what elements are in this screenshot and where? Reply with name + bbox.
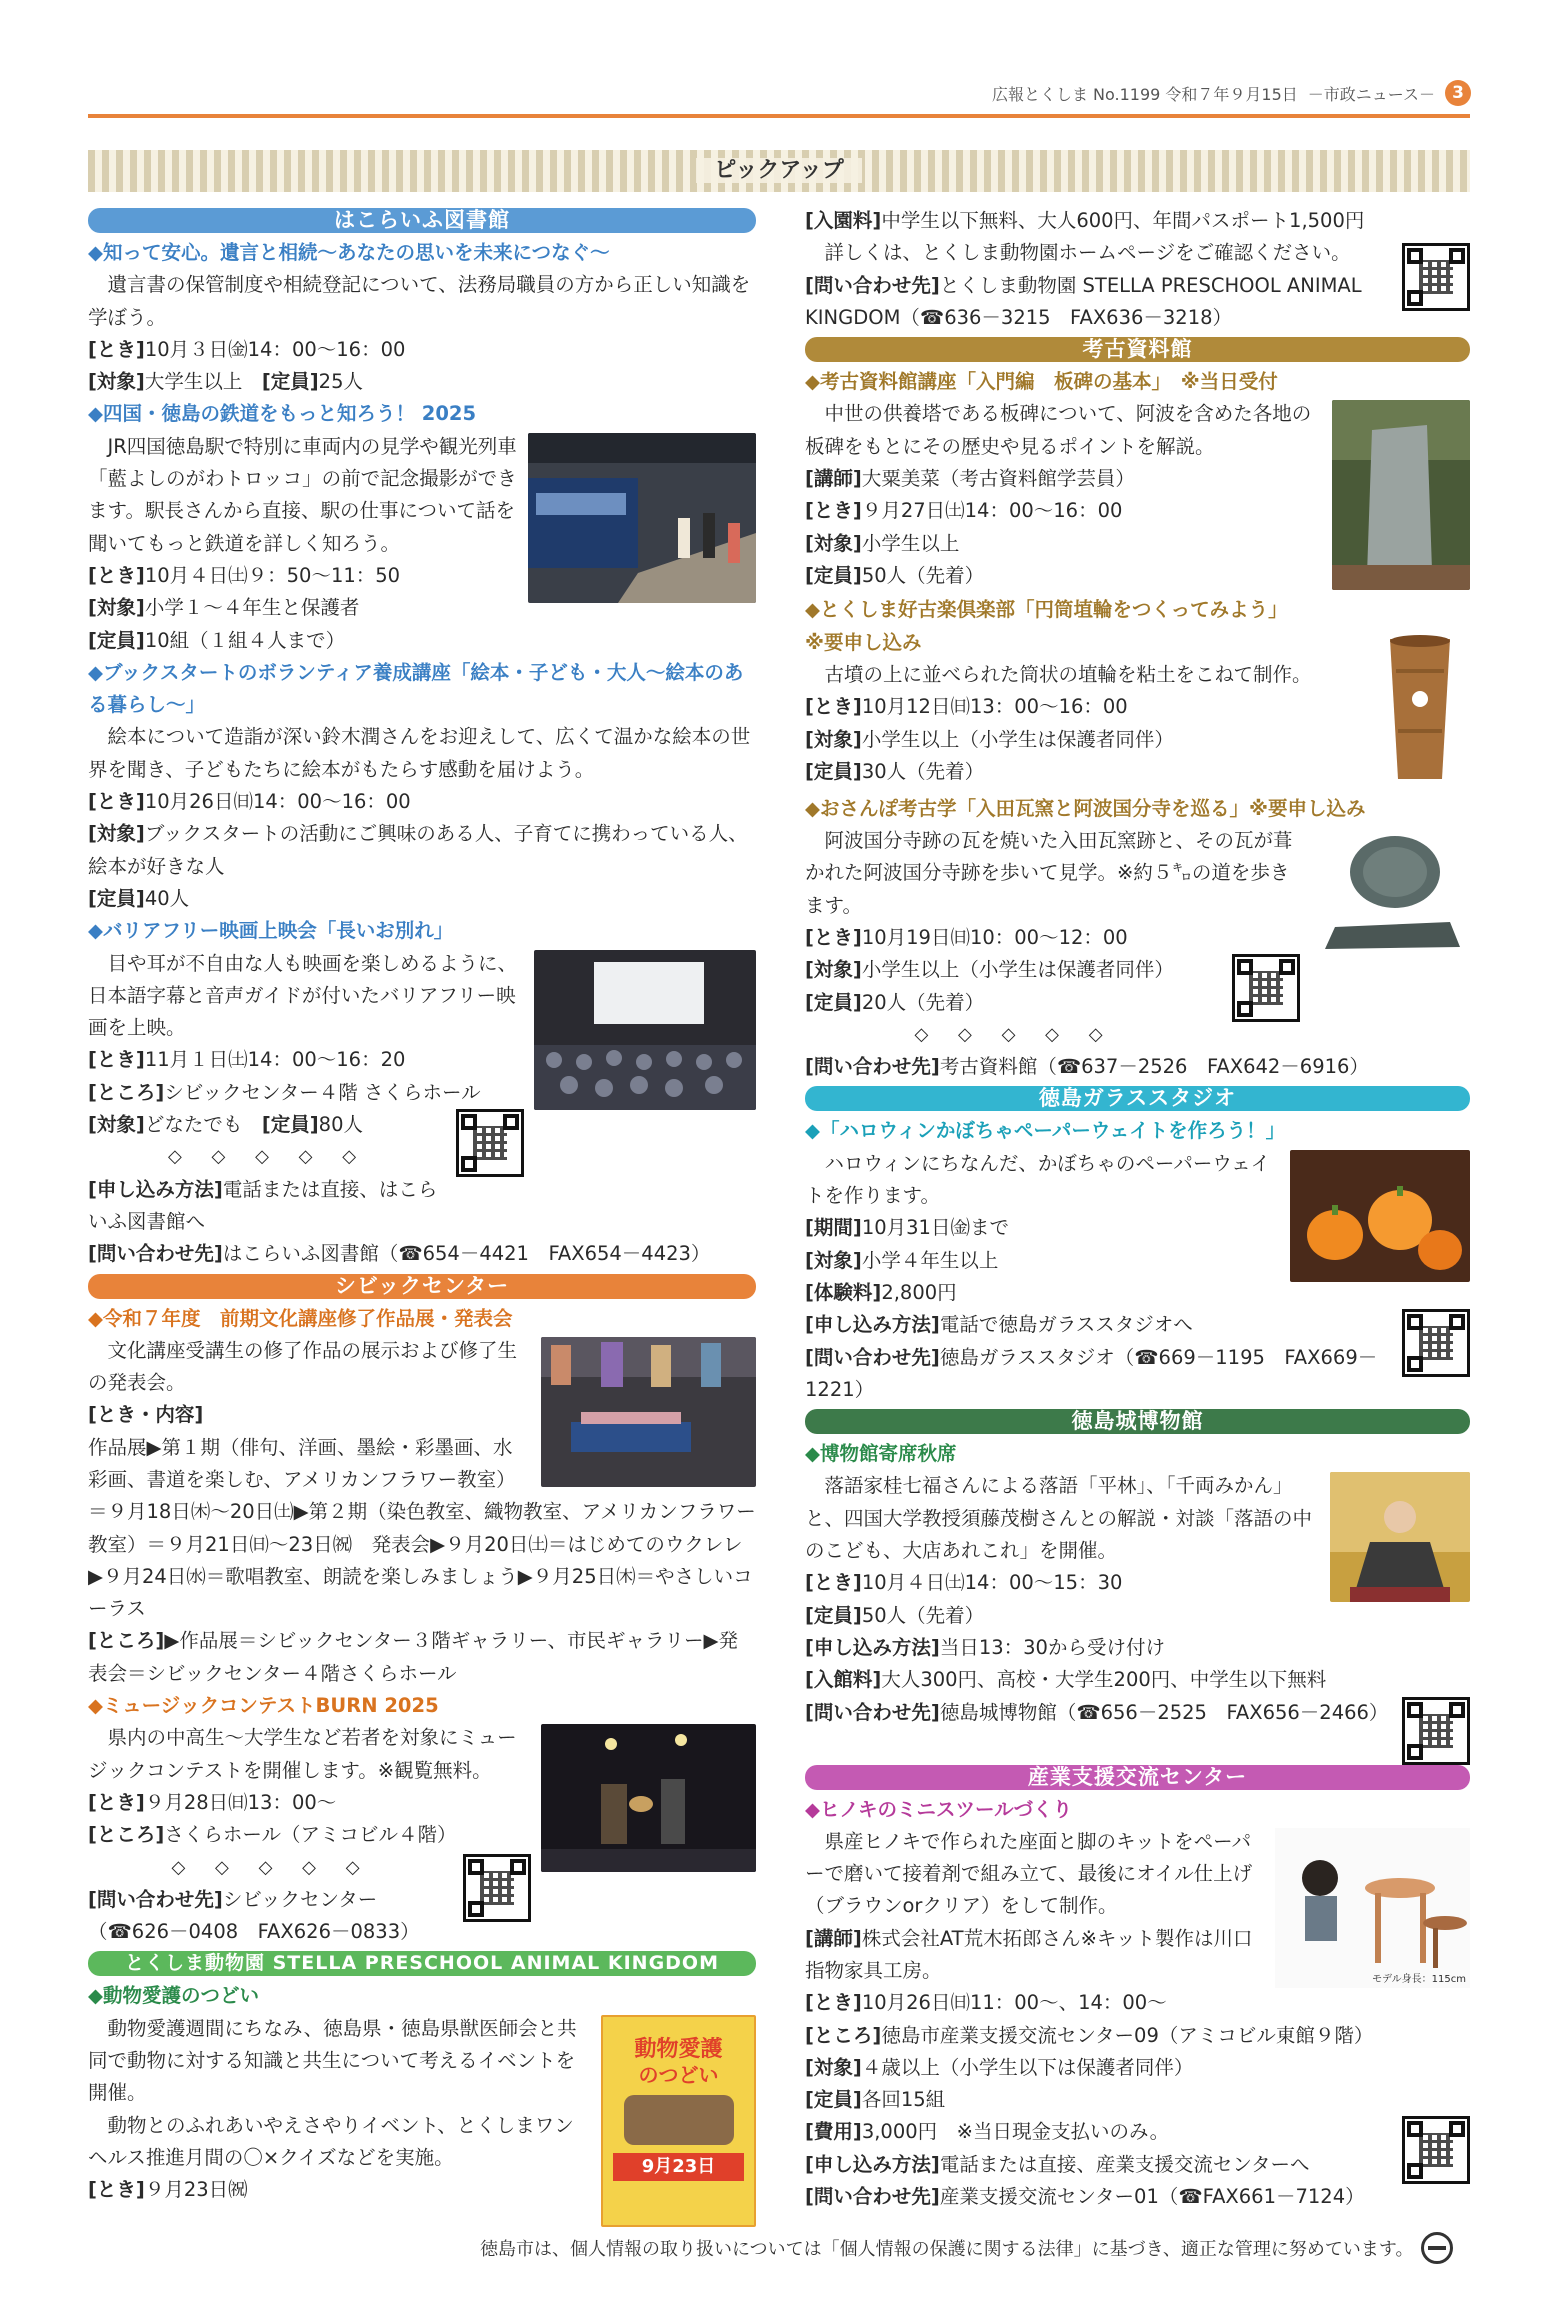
qr-code-icon[interactable]	[1402, 2116, 1470, 2184]
value: 10月26日㈰14：00～16：00	[144, 790, 411, 814]
value: 電話で徳島ガラススタジオへ	[939, 1313, 1193, 1337]
label: [ところ]	[88, 1823, 165, 1847]
label: [ところ]	[88, 1629, 165, 1653]
value: シビックセンター（☎626－0408 FAX626－0833）	[88, 1887, 420, 1944]
event-desc: JR四国徳島駅で特別に車両内の見学や観光列車「藍よしのがわトロッコ」の前で記念撮影ができます。駅長さんから直接、駅の仕事について話を聞いてもっと鉄道を詳しく知ろう。	[88, 434, 517, 555]
value: 小学４年生以上	[861, 1248, 999, 1272]
value: 大人300円、高校・大学生200円、中学生以下無料	[881, 1668, 1327, 1692]
exhibition-photo	[541, 1337, 756, 1487]
value: ブックスタートの活動にご興味のある人、子育てに携わっている人、絵本が好きな人	[88, 822, 748, 878]
label: [定員]	[805, 1603, 862, 1627]
value: 中学生以下無料、大人600円、年間パスポート1,500円	[881, 209, 1365, 232]
value: 30人（先着）	[861, 759, 985, 783]
label: [対象]	[88, 370, 145, 394]
label: [ところ]	[88, 1080, 165, 1104]
roof-tile-photo	[1310, 827, 1470, 955]
value: 3,000円 ※当日現金支払いのみ。	[861, 2120, 1170, 2144]
value: 大学生以上	[144, 370, 262, 394]
band-civic: シビックセンター	[88, 1274, 756, 1299]
value: 小学生以上（小学生は保護者同伴）	[861, 727, 1174, 751]
label: [とき]	[805, 1991, 862, 2015]
event-civic-1	[88, 1303, 756, 1691]
event-title: ◆とくしま好古楽倶楽部「円筒埴輪をつくってみよう」	[805, 598, 1288, 622]
event-lib-1	[88, 237, 756, 398]
value: 50人（先着）	[861, 1603, 985, 1627]
poster-animal-image	[624, 2095, 734, 2145]
rakugo-photo	[1330, 1472, 1470, 1602]
label: [問い合わせ先]	[88, 1242, 223, 1266]
label: [とき]	[88, 563, 145, 587]
label: [講師]	[805, 1926, 862, 1950]
label: [申し込み方法]	[805, 1313, 940, 1337]
event-desc: 目や耳が不自由な人も映画を楽しめるように、日本語字幕と音声ガイドが付いたバリアフリー映画を上映。	[88, 951, 518, 1040]
band-castle-museum: 徳島城博物館	[805, 1409, 1470, 1434]
value: 10組（１組４人まで）	[144, 628, 346, 652]
pumpkin-glass-photo	[1290, 1150, 1470, 1282]
event-desc: 中世の供養塔である板碑について、阿波を含めた各地の板碑をもとにその歴史や見るポイントを解説。	[805, 402, 1312, 458]
label: [定員]	[805, 2088, 862, 2112]
pickup-banner	[88, 150, 1470, 192]
event-title: ◆ヒノキのミニスツールづくり	[805, 1797, 1073, 1821]
pickup-title: ピックアップ	[696, 158, 862, 183]
value: 当日13：30から受け付け	[939, 1635, 1165, 1659]
event-desc: 落語家桂七福さんによる落語「平林」、「千両みかん」と、四国大学教授須藤茂樹さんとの解説・対談「落語の中のこども、大店あれこれ」を開催。	[805, 1474, 1313, 1563]
band-glass-studio: 徳島ガラススタジオ	[805, 1086, 1470, 1111]
label: [対象]	[805, 958, 862, 982]
event-castle-1	[805, 1438, 1470, 1729]
stool-photo	[1275, 1828, 1470, 1988]
label: [問い合わせ先]	[805, 273, 940, 297]
qr-code-icon[interactable]	[1402, 1697, 1470, 1765]
value: 小学生以上	[861, 531, 960, 555]
label: [定員]	[805, 759, 862, 783]
zoo-more-info: 詳しくは、とくしま動物園ホームページをご確認ください。	[824, 241, 1351, 265]
haniwa-photo	[1370, 629, 1470, 789]
stone-monument-photo	[1332, 400, 1470, 590]
label: [とき]	[88, 1048, 145, 1072]
event-desc: 県内の中高生～大学生など若者を対象にミュージックコンテストを開催します。※観覧無料。	[88, 1726, 517, 1782]
value: 40人	[144, 886, 190, 910]
left-column	[88, 205, 756, 2231]
value: 大粟美菜（考古資料館学芸員）	[861, 467, 1135, 491]
event-title: ◆バリアフリー映画上映会「長いお別れ」	[88, 919, 454, 943]
event-desc: 動物とのふれあいやえさやりイベント、とくしまワンヘルス推進月間の〇×クイズなどを実施。	[88, 2113, 574, 2169]
privacy-notice: 徳島市は、個人情報の取り扱いについては「個人情報の保護に関する法律」に基づき、適正な管理に努めています。	[480, 2239, 1414, 2260]
label: [とき]	[805, 1571, 862, 1595]
event-zoo-1	[88, 1980, 756, 2206]
value: 50人（先着）	[861, 563, 985, 587]
value: 考古資料館（☎637－2526 FAX642－6916）	[939, 1055, 1369, 1079]
label: [定員]	[88, 886, 145, 910]
photo-caption: モデル身長：115cm	[1372, 1973, 1466, 1985]
label: [とき]	[88, 1790, 145, 1814]
event-requirement: ※要申し込み	[805, 630, 922, 654]
value: とくしま動物園 STELLA PRESCHOOL ANIMAL KINGDOM（☎636－3215 FAX636－3218）	[805, 273, 1362, 329]
label: [定員]	[805, 563, 862, 587]
value: シビックセンター４階 さくらホール	[164, 1080, 481, 1104]
label: [問い合わせ先]	[805, 1700, 940, 1724]
value: 2,800円	[881, 1280, 957, 1304]
train-photo	[528, 433, 756, 603]
city-logo-icon	[1421, 2232, 1453, 2264]
label: [とき・内容]	[88, 1403, 204, 1427]
event-lib-3	[88, 657, 756, 915]
label: [とき]	[805, 499, 862, 523]
label: [問い合わせ先]	[805, 1055, 940, 1079]
label: [問い合わせ先]	[805, 1345, 940, 1369]
divider-diamonds: ◇ ◇ ◇ ◇ ◇	[171, 1856, 372, 1878]
label: [対象]	[88, 1113, 145, 1137]
value: どなたでも	[144, 1113, 262, 1137]
event-koko-2	[805, 594, 1470, 788]
event-title: ◆四国・徳島の鉄道をもっと知ろう！ 2025	[88, 402, 477, 426]
qr-code-icon[interactable]	[1402, 243, 1470, 311]
value: 80人	[318, 1113, 363, 1137]
value: 25人	[318, 370, 363, 394]
value: ▶作品展＝シビックセンター３階ギャラリー、市民ギャラリー▶発表会＝シビックセンター４階さくらホール	[88, 1629, 738, 1685]
label: [入館料]	[805, 1668, 882, 1692]
label: [費用]	[805, 2120, 862, 2144]
value: ９月28日㈰13：00～	[144, 1790, 337, 1814]
value: はこらいふ図書館（☎654－4421 FAX654－4423）	[222, 1242, 711, 1266]
label: [対象]	[88, 596, 145, 620]
label: [定員]	[88, 628, 145, 652]
event-lib-2	[88, 398, 756, 656]
value: 10月31日㈮まで	[861, 1216, 1009, 1240]
event-title: ◆おさんぽ考古学「入田瓦窯と阿波国分寺を巡る」※要申し込み	[805, 796, 1366, 820]
value: 10月４日㈯９：50～11：50	[144, 563, 401, 587]
label: [対象]	[805, 727, 862, 751]
event-body: 作品展▶第１期（俳句、洋画、墨絵・彩墨画、水彩画、書道を楽しむ、アメリカンフラワー教室）＝９月18日㈭～20日㈯▶第２期（染色教室、織物教室、アメリカンフラワー教室）＝９月21日㈰～23日㈷ 発表会▶９月20日㈯＝はじめてのウクレレ▶９月24日㈬＝歌唱教室、朗読を楽しみましょう▶９月25日㈭＝やさしいコーラス	[88, 1435, 756, 1621]
value: 徳島市産業支援交流センター09（アミコビル東館９階）	[881, 2023, 1374, 2047]
label: [定員]	[805, 990, 862, 1014]
value: ９月27日㈯14：00～16：00	[861, 499, 1123, 523]
value: 株式会社AT荒木拓郎さん※キット製作は川口指物家具工房。	[805, 1926, 1253, 1982]
label: [ところ]	[805, 2023, 882, 2047]
label: [とき]	[88, 337, 145, 361]
value: ４歳以上（小学生以下は保護者同伴）	[861, 2055, 1194, 2079]
value: 小学１～４年生と保護者	[144, 596, 360, 620]
label: [対象]	[88, 822, 145, 846]
event-koko-3	[805, 793, 1470, 1019]
concert-photo	[541, 1724, 756, 1872]
label: [とき]	[805, 695, 862, 719]
divider-diamonds: ◇ ◇ ◇ ◇ ◇	[167, 1146, 369, 1168]
value: 徳島ガラススタジオ（☎669－1195 FAX669－1221）	[805, 1345, 1378, 1401]
footer	[480, 2232, 1453, 2264]
divider-diamonds: ◇ ◇ ◇ ◇ ◇	[914, 1023, 1115, 1045]
value: 10月26日㈰11：00～、14：00～	[861, 1991, 1167, 2015]
label: [対象]	[805, 2055, 862, 2079]
stool-image	[1275, 1828, 1470, 1988]
poster-subtitle: のつどい	[638, 2062, 719, 2087]
value: 10月４日㈯14：00～15：30	[861, 1571, 1123, 1595]
value: 電話または直接、はこらいふ図書館へ	[88, 1177, 438, 1233]
event-poster	[601, 2015, 756, 2227]
event-koko-1	[805, 366, 1470, 592]
event-desc: 県産ヒノキで作られた座面と脚のキットをペーパーで磨いて接着剤で組み立て、最後にオイル仕上げ（ブラウンorクリア）をして制作。	[805, 1829, 1253, 1918]
label: [とき]	[805, 925, 862, 949]
value: 産業支援交流センター01（☎FAX661－7124）	[939, 2185, 1365, 2209]
value: 10月12日㈰13：00～16：00	[861, 695, 1128, 719]
label: [期間]	[805, 1216, 862, 1240]
value: 小学生以上（小学生は保護者同伴）	[861, 958, 1174, 982]
band-zoo: とくしま動物園 STELLA PRESCHOOL ANIMAL KINGDOM	[88, 1951, 756, 1976]
event-civic-2	[88, 1690, 756, 1851]
value: 徳島城博物館（☎656－2525 FAX656－2466）	[939, 1700, 1389, 1724]
label: [とき]	[88, 790, 145, 814]
page-number: 3	[1445, 80, 1471, 106]
event-title: ◆令和７年度 前期文化講座修了作品展・発表会	[88, 1306, 513, 1330]
label: [申し込み方法]	[805, 2152, 940, 2176]
label: [問い合わせ先]	[805, 2185, 940, 2209]
value: 11月１日㈯14：00～16：20	[144, 1048, 406, 1072]
header-rule	[88, 114, 1470, 118]
event-desc: 古墳の上に並べられた筒状の埴輪を粘土をこねて制作。	[824, 663, 1312, 687]
qr-code-icon[interactable]	[1232, 954, 1300, 1022]
label: [入園料]	[805, 209, 882, 232]
event-glass-1	[805, 1115, 1470, 1406]
value: ９月23日㈷	[144, 2178, 248, 2202]
label: [定員]	[261, 370, 319, 394]
event-title: ◆博物館寄席秋席	[805, 1442, 957, 1466]
event-desc: 絵本について造詣が深い鈴木潤さんをお迎えして、広くて温かな絵本の世界を聞き、子どもたちに絵本がもたらす感動を届けよう。	[88, 725, 751, 781]
value: 10月３日㈮14：00～16：00	[144, 337, 406, 361]
event-title: ◆知って安心。遺言と相続～あなたの思いを未来につなぐ～	[88, 241, 610, 264]
value: 電話または直接、産業支援交流センターへ	[939, 2152, 1310, 2176]
poster-title: 動物愛護	[634, 2036, 723, 2062]
section-label: －市政ニュース－	[1307, 84, 1435, 104]
event-title: ◆ブックスタートのボランティア養成講座「絵本・子ども・大人～絵本のある暮らし～」	[88, 660, 744, 717]
theater-photo	[534, 950, 756, 1110]
band-library: はこらいふ図書館	[88, 208, 756, 233]
event-desc: 遺言書の保管制度や相続登記について、法務局職員の方から正しい知識を学ぼう。	[88, 273, 751, 329]
event-title: ◆「ハロウィンかぼちゃペーパーウェイトを作ろう！」	[805, 1119, 1286, 1143]
label: [対象]	[805, 531, 862, 555]
event-sangyo-1	[805, 1794, 1470, 2214]
qr-code-icon[interactable]	[463, 1854, 531, 1922]
label: [定員]	[261, 1113, 319, 1137]
event-desc: ハロウィンにちなんだ、かぼちゃのペーパーウェイトを作ります。	[805, 1151, 1271, 1208]
qr-code-icon[interactable]	[1402, 1309, 1470, 1377]
event-title: ◆ミュージックコンテストBURN 2025	[88, 1694, 439, 1718]
value: 20人（先着）	[861, 990, 985, 1014]
poster-date: 9月23日	[613, 2153, 744, 2181]
event-lib-4	[88, 915, 756, 1141]
band-archaeology: 考古資料館	[805, 337, 1470, 362]
publication-info: 広報とくしま No.1199 令和７年９月15日	[991, 84, 1298, 104]
event-desc: 文化講座受講生の修了作品の展示および修了生の発表会。	[88, 1338, 518, 1395]
label: [申し込み方法]	[88, 1177, 223, 1201]
label: [とき]	[88, 2178, 145, 2202]
event-desc: 阿波国分寺跡の瓦を焼いた入田瓦窯跡と、その瓦が葺かれた阿波国分寺跡を歩いて見学。※約５㌔の道を歩きます。	[805, 829, 1293, 917]
label: [講師]	[805, 467, 862, 491]
label: [問い合わせ先]	[88, 1887, 223, 1911]
label: [申し込み方法]	[805, 1635, 940, 1659]
value: さくらホール（アミコビル４階）	[164, 1823, 457, 1847]
value: 10月19日㈰10：00～12：00	[861, 925, 1128, 949]
event-title: ◆動物愛護のつどい	[88, 1984, 259, 2008]
band-industry-center: 産業支援交流センター	[805, 1765, 1470, 1790]
event-title: ◆考古資料館講座「入門編 板碑の基本」 ※当日受付	[805, 370, 1278, 394]
qr-code-icon[interactable]	[456, 1109, 524, 1177]
event-desc: 動物愛護週間にちなみ、徳島県・徳島県獣医師会と共同で動物に対する知識と共生について考えるイベントを開催。	[88, 2016, 577, 2105]
label: [体験料]	[805, 1280, 882, 1304]
value: 各回15組	[861, 2088, 946, 2112]
right-column	[805, 205, 1470, 2213]
page-header	[992, 80, 1471, 106]
label: [対象]	[805, 1248, 862, 1272]
